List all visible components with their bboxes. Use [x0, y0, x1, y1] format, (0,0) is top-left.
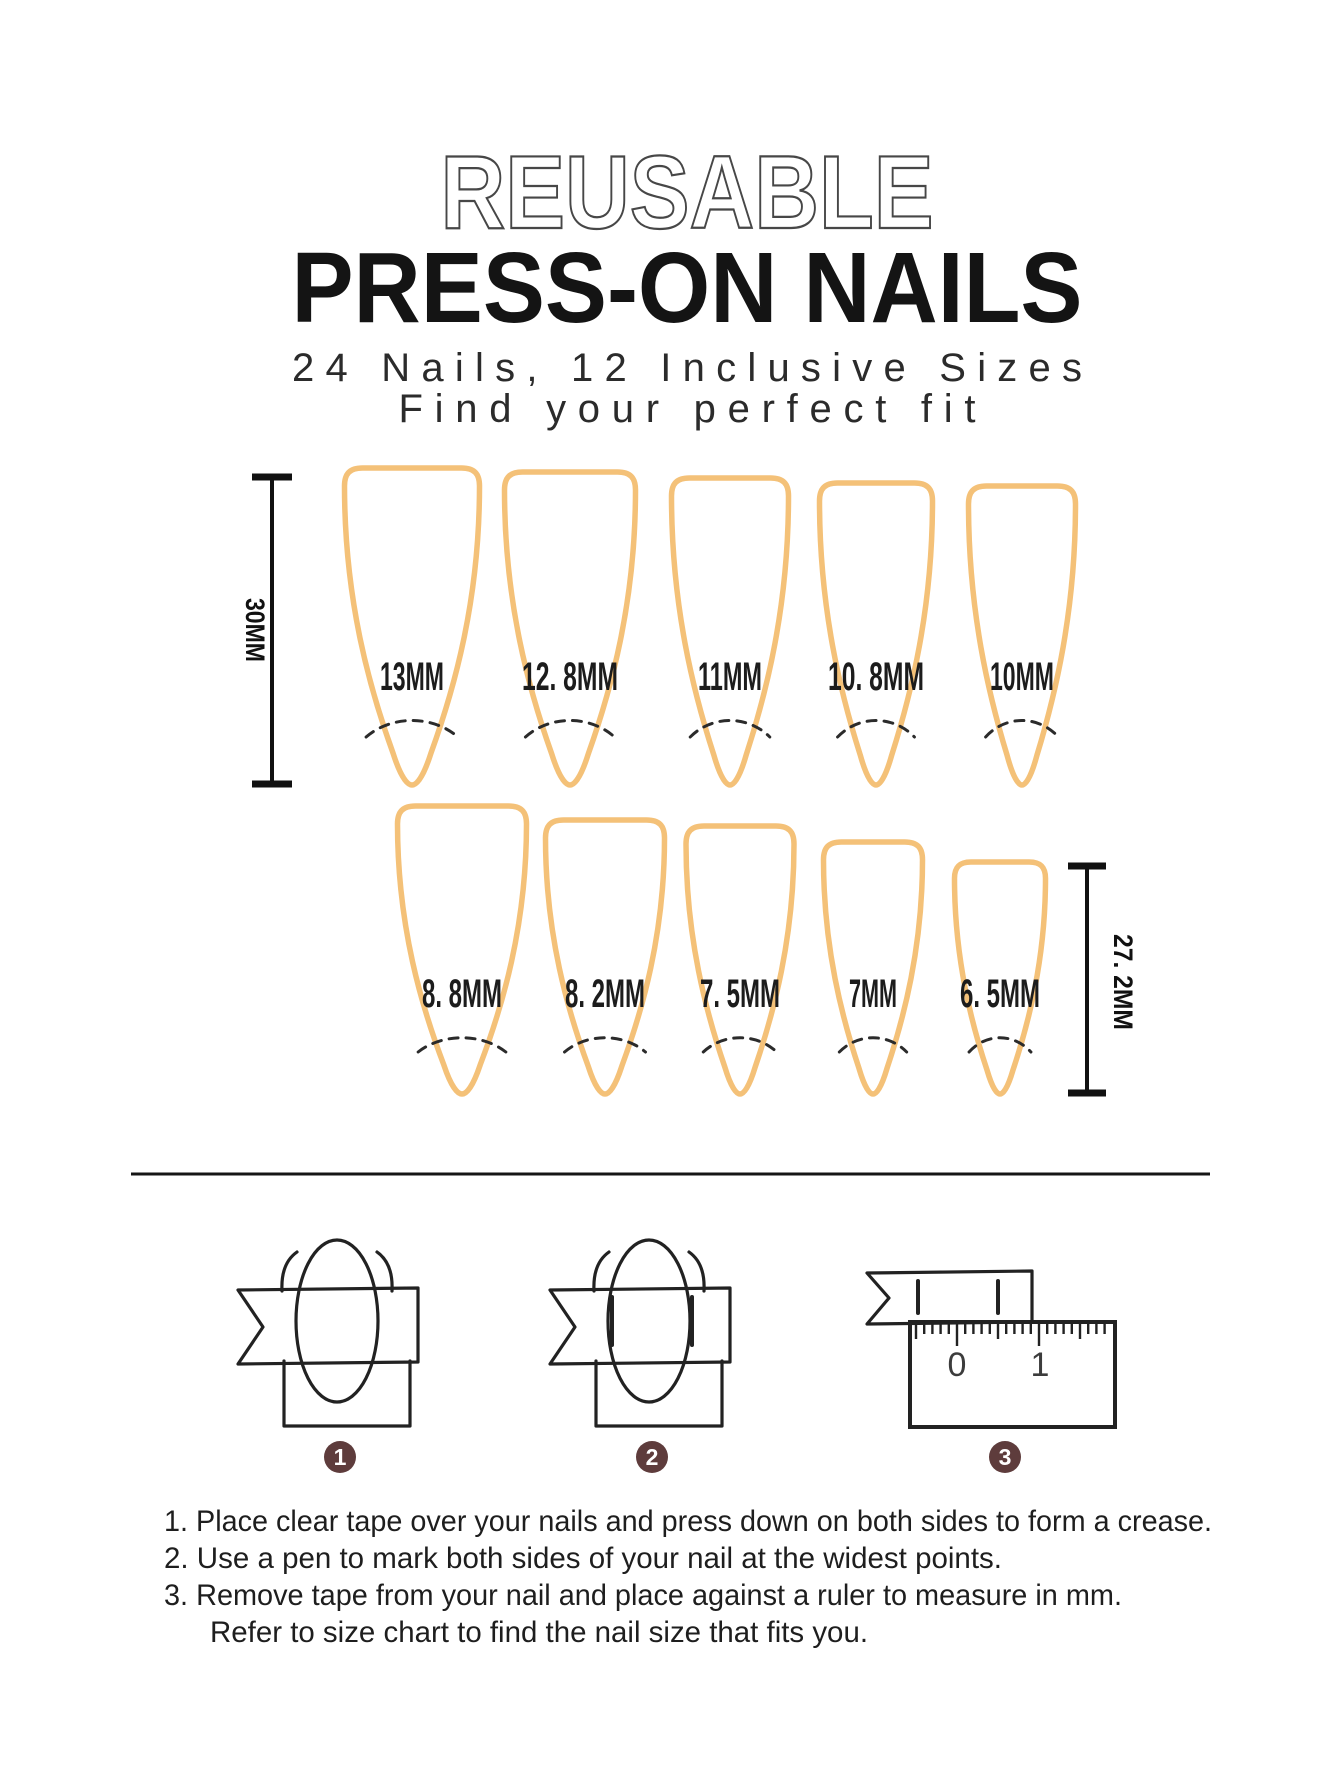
- instruction-step-1: 1. Place clear tape over your nails and press down on both sides to form a crease.: [164, 1505, 1212, 1538]
- ruler-number-0: 0: [947, 1346, 967, 1384]
- nail-row-1: [345, 468, 1076, 785]
- nail-outline: [820, 483, 933, 785]
- nail-free-edge-arc: [418, 1038, 506, 1052]
- measure-label-27-2mm: 27. 2MM: [1108, 934, 1138, 1040]
- measure-label-30mm: 30MM: [240, 598, 270, 674]
- finger-side-icon: [282, 1252, 297, 1291]
- step1-illustration: [238, 1240, 418, 1426]
- nail-row-2: [398, 806, 1046, 1094]
- tape-icon: [238, 1288, 418, 1364]
- measure-bar-30mm: [240, 477, 292, 784]
- nail-size-label: 8. 2MM: [565, 972, 645, 1016]
- step-badge-number: 3: [998, 1444, 1012, 1470]
- instruction-step-2: 2. Use a pen to mark both sides of your nail at the widest points.: [164, 1542, 1002, 1575]
- tape-icon: [550, 1288, 730, 1364]
- nail-size-label: 12. 8MM: [522, 655, 618, 699]
- step-2-badge: [636, 1441, 668, 1473]
- instruction-step-3-continued: Refer to size chart to find the nail size that fits you.: [210, 1616, 868, 1649]
- step-1-badge: [324, 1441, 356, 1473]
- ruler-number-1: 1: [1030, 1346, 1050, 1384]
- nail-size-label: 10. 8MM: [828, 655, 924, 699]
- tape-icon: [867, 1271, 1032, 1324]
- page-title-main: PRESS-ON NAILS: [291, 232, 1083, 344]
- nail-oval-icon: [608, 1240, 690, 1402]
- nail-outline: [824, 842, 923, 1094]
- step-badge-number: 2: [645, 1444, 659, 1470]
- nail-outline: [672, 478, 789, 785]
- page-subtitle-line2: Find your perfect fit: [398, 387, 976, 431]
- nail-size-label: 7. 5MM: [700, 972, 780, 1016]
- nail-size-label: 8. 8MM: [422, 972, 502, 1016]
- nail-size-label: 10MM: [990, 655, 1054, 699]
- nail-size-label: 7MM: [849, 972, 897, 1016]
- nail-outline: [505, 472, 636, 785]
- page-subtitle-line1: 24 Nails, 12 Inclusive Sizes: [292, 346, 1082, 390]
- measure-bar-27-2mm: [1068, 866, 1138, 1093]
- instruction-step-3: 3. Remove tape from your nail and place against a ruler to measure in mm.: [164, 1579, 1122, 1612]
- nail-outline: [398, 806, 527, 1094]
- step3-illustration: [867, 1271, 1115, 1427]
- step-badge-number: 1: [333, 1444, 347, 1470]
- ruler-icon: [910, 1322, 1115, 1427]
- step2-illustration: [550, 1240, 730, 1426]
- page-title-outline: REUSABLE: [440, 135, 934, 251]
- nail-outline: [969, 486, 1076, 785]
- finger-side-icon: [594, 1252, 609, 1291]
- nail-size-label: 11MM: [698, 655, 762, 699]
- nail-size-label: 6. 5MM: [960, 972, 1040, 1016]
- finger-side-icon: [377, 1252, 392, 1291]
- nail-oval-icon: [296, 1240, 378, 1402]
- finger-side-icon: [689, 1252, 704, 1291]
- nail-size-label: 13MM: [380, 655, 444, 699]
- step-3-badge: [989, 1441, 1021, 1473]
- nail-outline: [686, 826, 794, 1094]
